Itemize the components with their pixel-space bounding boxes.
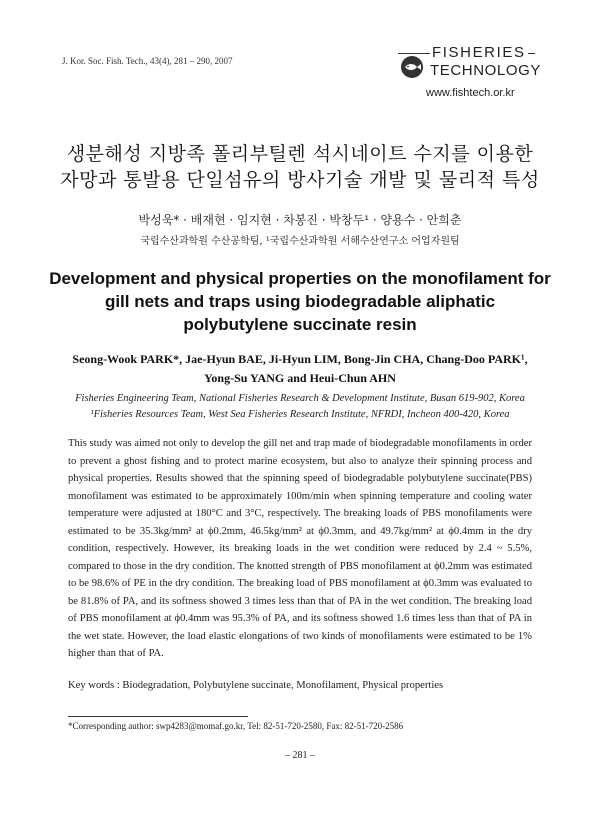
corresponding-author-footnote: *Corresponding author: swp4283@momaf.go.kr, Tel: 82-51-720-2580, Fax: 82-51-720-2586 [68, 721, 404, 731]
korean-authors: 박성욱* · 배재현 · 임지현 · 차봉진 · 박창두¹ · 양용수 · 안희춘 [138, 213, 462, 227]
english-affiliation-2: ¹Fisheries Resources Team, West Sea Fisheries Research Institute, NFRDI, Incheon 400-420, Korea [90, 409, 510, 420]
journal-citation: J. Kor. Soc. Fish. Tech., 43(4), 281 – 290, 2007 [62, 56, 233, 66]
journal-url[interactable]: www.fishtech.or.kr [426, 87, 515, 99]
english-affiliation-1: Fisheries Engineering Team, National Fisheries Research & Development Institute, Busan 619-902, Korea [75, 393, 525, 404]
keywords: Key words : Biodegradation, Polybutylene succinate, Monofilament, Physical properties [68, 680, 444, 691]
page-number: – 281 – [285, 750, 315, 761]
korean-title-line-1: 생분해성 지방족 폴리부틸렌 석시네이트 수지를 이용한 [66, 143, 534, 165]
english-authors-line-1: Seong-Wook PARK*, Jae-Hyun BAE, Ji-Hyun LIM, Bong-Jin CHA, Chang-Doo PARK¹, [72, 352, 528, 366]
journal-logo [398, 44, 542, 104]
english-title-line-3: polybutylene succinate resin [183, 315, 417, 334]
english-title-line-2: gill nets and traps using biodegradable aliphatic [104, 292, 496, 311]
korean-affiliation: 국립수산과학원 수산공학팀, ¹국립수산과학원 서해수산연구소 어업자원팀 [140, 236, 460, 247]
fish-emblem-icon [400, 55, 424, 79]
abstract: This study was aimed not only to develop the gill net and trap made of biodegradable monofilaments in order to prevent a ghost fishing and to protect marine ecosystem, but also to analyze their spinning process and physical properties. Results showed that the spinning speed of biodegradable polybutylene succinate(PBS) monofilament was estimated to be approximately 100m/min when spinning temperature and cooling water temperature were adjusted at 180°C and 3°C, respectively. The breaking loads of PBS monofilaments were estimated to be 35.3kg/mm² at ϕ0.2mm, 46.5kg/mm² at ϕ0.3mm, and 49.7kg/mm² at ϕ0.4mm in the dry condition, respectively. However, its breaking loads in the wet condition were reduced by 2.4 ~ 5.5%, compared to those in the dry condition. The knotted strength of PBS monofilament at ϕ0.2mm was estimated to be 98.6% of PE in the dry condition. The breaking load of PBS monofilament at ϕ0.3mm was evaluated to be 81.8% of PA, and its softness showed 3 times less than that of PA in the wet condition. The breaking load of PBS monofilament at ϕ0.4mm was 95.3% of PA, and its softness showed 1.6 times less than that of PA in the wet state. However, the load elastic elongations of two kinds of monofilaments were estimated to be 1% higher than that of PA. [68, 438, 532, 659]
english-title-line-1: Development and physical properties on the monofilament for [49, 269, 551, 288]
korean-title-line-2: 자망과 통발용 단일섬유의 방사기술 개발 및 물리적 특성 [60, 169, 540, 191]
english-authors-line-2: Yong-Su YANG and Heui-Chun AHN [204, 371, 396, 385]
logo-word-fisheries: FISHERIES [432, 44, 526, 61]
logo-word-technology: TECHNOLOGY [430, 62, 542, 79]
footnote-divider [68, 716, 248, 717]
